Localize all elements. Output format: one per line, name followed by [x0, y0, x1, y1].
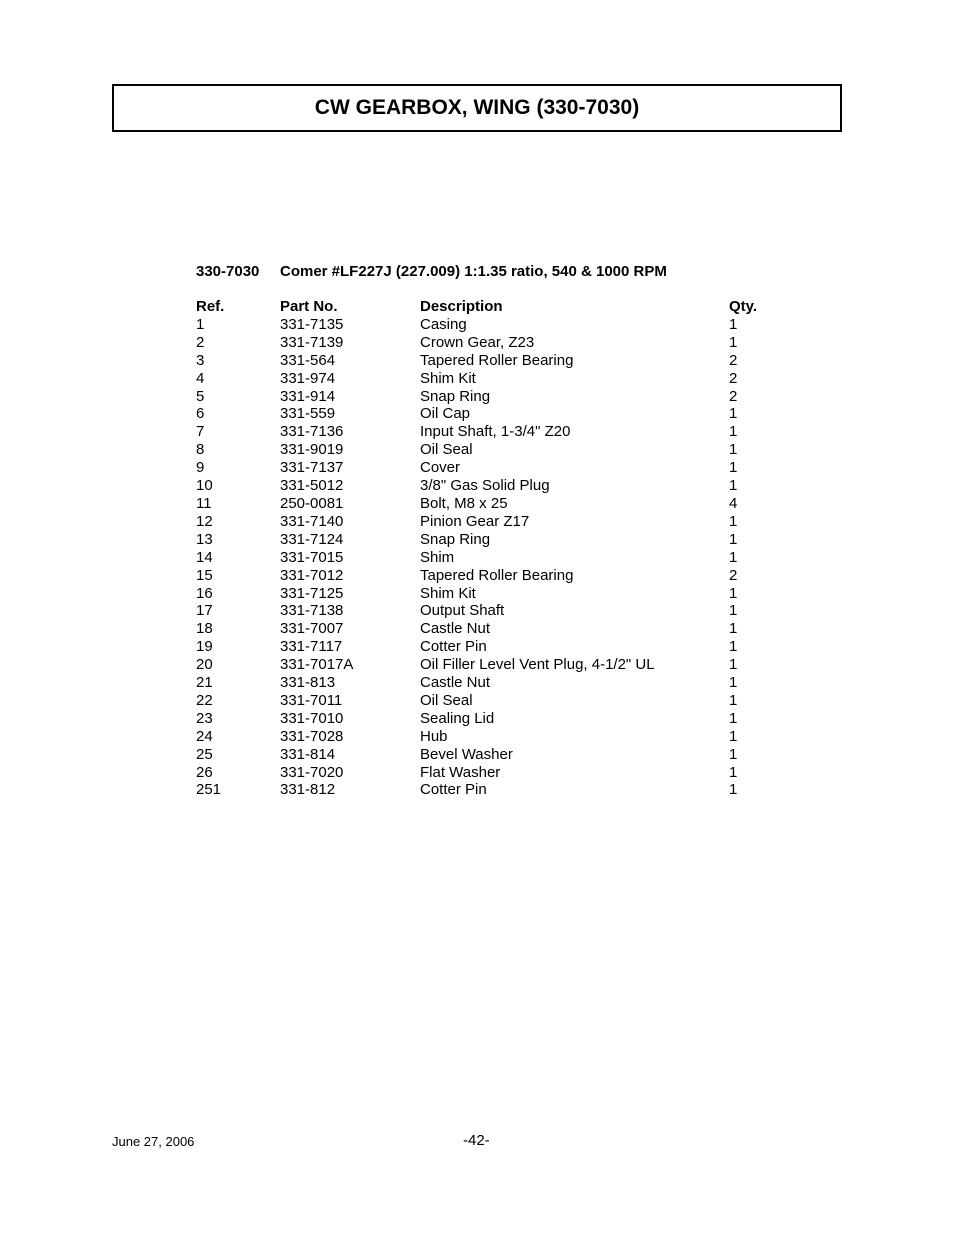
table-row [196, 459, 789, 477]
row-part-no: 331-7138 [280, 602, 344, 620]
row-description: Oil Seal [420, 441, 473, 459]
page-number: -42- [463, 1132, 490, 1149]
row-qty: 1 [729, 709, 738, 727]
table-row [196, 441, 789, 459]
row-description: Hub [420, 727, 448, 745]
row-description: Oil Seal [420, 691, 473, 709]
row-ref: 11 [196, 494, 212, 512]
row-part-no: 331-7011 [280, 691, 343, 709]
table-row [196, 352, 789, 370]
table-row [196, 370, 789, 388]
row-part-no: 331-7140 [280, 512, 344, 530]
row-description: 3/8" Gas Solid Plug [420, 477, 550, 495]
row-ref: 20 [196, 656, 213, 674]
row-qty: 1 [729, 781, 738, 799]
row-qty: 1 [729, 405, 738, 423]
table-row [196, 620, 789, 638]
row-description: Castle Nut [420, 620, 491, 638]
row-part-no: 331-7124 [280, 530, 344, 548]
row-qty: 2 [729, 387, 738, 405]
row-ref: 10 [196, 477, 213, 495]
row-part-no: 331-9019 [280, 441, 344, 459]
header-ref: Ref. [196, 298, 225, 315]
row-part-no: 331-7020 [280, 763, 344, 781]
row-part-no: 331-914 [280, 387, 336, 405]
row-part-no: 331-7017A [280, 656, 354, 674]
row-part-no: 331-7015 [280, 548, 344, 566]
table-row [196, 513, 789, 531]
row-qty: 2 [729, 566, 738, 584]
row-ref: 26 [196, 763, 213, 781]
row-qty: 1 [729, 584, 738, 602]
row-ref: 13 [196, 530, 213, 548]
table-row [196, 334, 789, 352]
row-qty: 1 [729, 333, 738, 351]
row-qty: 1 [729, 512, 738, 530]
row-part-no: 331-7135 [280, 315, 344, 333]
row-part-no: 331-559 [280, 405, 336, 423]
row-description: Output Shaft [420, 602, 505, 620]
row-ref: 17 [196, 602, 213, 620]
table-row [196, 549, 789, 567]
row-part-no: 331-7010 [280, 709, 344, 727]
table-row [196, 495, 789, 513]
table-row [196, 423, 789, 441]
row-part-no: 331-7028 [280, 727, 344, 745]
row-part-no: 331-7012 [280, 566, 344, 584]
table-row [196, 602, 789, 620]
row-description: Bevel Washer [420, 745, 513, 763]
row-description: Cover [420, 459, 461, 477]
row-ref: 23 [196, 709, 213, 727]
header-part-no: Part No. [280, 298, 338, 315]
row-ref: 24 [196, 727, 213, 745]
row-qty: 1 [729, 638, 738, 656]
row-description: Cotter Pin [420, 781, 487, 799]
row-part-no: 250-0081 [280, 494, 344, 512]
row-ref: 5 [196, 387, 205, 405]
assembly-description: Comer #LF227J (227.009) 1:1.35 ratio, 540 & 1000 RPM [280, 263, 667, 280]
row-qty: 1 [729, 691, 738, 709]
table-row [196, 746, 789, 764]
table-row [196, 585, 789, 603]
table-row [196, 710, 789, 728]
row-ref: 19 [196, 638, 213, 656]
row-part-no: 331-974 [280, 369, 336, 387]
row-qty: 1 [729, 441, 738, 459]
row-description: Casing [420, 315, 467, 333]
row-qty: 1 [729, 674, 738, 692]
row-part-no: 331-813 [280, 674, 336, 692]
row-part-no: 331-7139 [280, 333, 344, 351]
row-description: Oil Filler Level Vent Plug, 4-1/2" UL [420, 656, 655, 674]
row-ref: 15 [196, 566, 213, 584]
row-description: Input Shaft, 1-3/4" Z20 [420, 423, 571, 441]
row-description: Sealing Lid [420, 709, 495, 727]
assembly-code: 330-7030 [196, 263, 260, 280]
row-part-no: 331-5012 [280, 477, 344, 495]
row-part-no: 331-812 [280, 781, 336, 799]
table-row [196, 656, 789, 674]
row-description: Cotter Pin [420, 638, 487, 656]
parts-table [196, 298, 789, 799]
row-qty: 4 [729, 494, 738, 512]
row-part-no: 331-7007 [280, 620, 344, 638]
table-row [196, 674, 789, 692]
row-part-no: 331-7137 [280, 459, 344, 477]
row-part-no: 331-7136 [280, 423, 344, 441]
row-qty: 1 [729, 656, 738, 674]
header-description: Description [420, 298, 503, 315]
row-description: Pinion Gear Z17 [420, 512, 530, 530]
table-row [196, 781, 789, 799]
row-description: Shim Kit [420, 584, 476, 602]
table-row [196, 567, 789, 585]
row-ref: 251 [196, 781, 222, 799]
row-ref: 1 [196, 315, 205, 333]
row-description: Snap Ring [420, 530, 491, 548]
row-ref: 6 [196, 405, 205, 423]
row-ref: 2 [196, 333, 205, 351]
header-qty: Qty. [729, 298, 758, 315]
row-qty: 1 [729, 620, 738, 638]
row-qty: 1 [729, 530, 738, 548]
row-ref: 16 [196, 584, 213, 602]
row-ref: 8 [196, 441, 205, 459]
row-qty: 1 [729, 459, 738, 477]
row-qty: 1 [729, 548, 738, 566]
row-description: Tapered Roller Bearing [420, 351, 574, 369]
parts-table-header-row [196, 298, 789, 316]
row-qty: 1 [729, 745, 738, 763]
row-description: Castle Nut [420, 674, 491, 692]
row-qty: 1 [729, 315, 738, 333]
row-ref: 3 [196, 351, 205, 369]
table-row [196, 531, 789, 549]
table-row [196, 316, 789, 334]
row-qty: 1 [729, 423, 738, 441]
row-qty: 2 [729, 369, 738, 387]
row-description: Flat Washer [420, 763, 501, 781]
row-ref: 18 [196, 620, 213, 638]
table-row [196, 405, 789, 423]
row-qty: 1 [729, 727, 738, 745]
row-qty: 1 [729, 477, 738, 495]
row-ref: 25 [196, 745, 213, 763]
row-ref: 12 [196, 512, 213, 530]
footer-date: June 27, 2006 [112, 1134, 195, 1149]
row-description: Tapered Roller Bearing [420, 566, 574, 584]
table-row [196, 728, 789, 746]
row-ref: 4 [196, 369, 205, 387]
row-qty: 2 [729, 351, 738, 369]
title-box [112, 84, 842, 132]
parts-table-body [196, 316, 789, 799]
row-part-no: 331-7125 [280, 584, 344, 602]
row-part-no: 331-814 [280, 745, 336, 763]
table-row [196, 764, 789, 782]
row-qty: 1 [729, 602, 738, 620]
table-row [196, 477, 789, 495]
table-row [196, 692, 789, 710]
row-part-no: 331-564 [280, 351, 336, 369]
row-qty: 1 [729, 763, 738, 781]
row-description: Crown Gear, Z23 [420, 333, 535, 351]
row-ref: 22 [196, 691, 213, 709]
row-description: Bolt, M8 x 25 [420, 494, 508, 512]
page-title: CW GEARBOX, WING (330-7030) [314, 96, 640, 119]
row-description: Snap Ring [420, 387, 491, 405]
row-ref: 9 [196, 459, 205, 477]
row-description: Shim [420, 548, 455, 566]
row-ref: 14 [196, 548, 213, 566]
row-ref: 21 [196, 674, 213, 692]
row-description: Shim Kit [420, 369, 476, 387]
row-part-no: 331-7117 [280, 638, 343, 656]
table-row [196, 388, 789, 406]
row-description: Oil Cap [420, 405, 471, 423]
table-row [196, 638, 789, 656]
row-ref: 7 [196, 423, 205, 441]
